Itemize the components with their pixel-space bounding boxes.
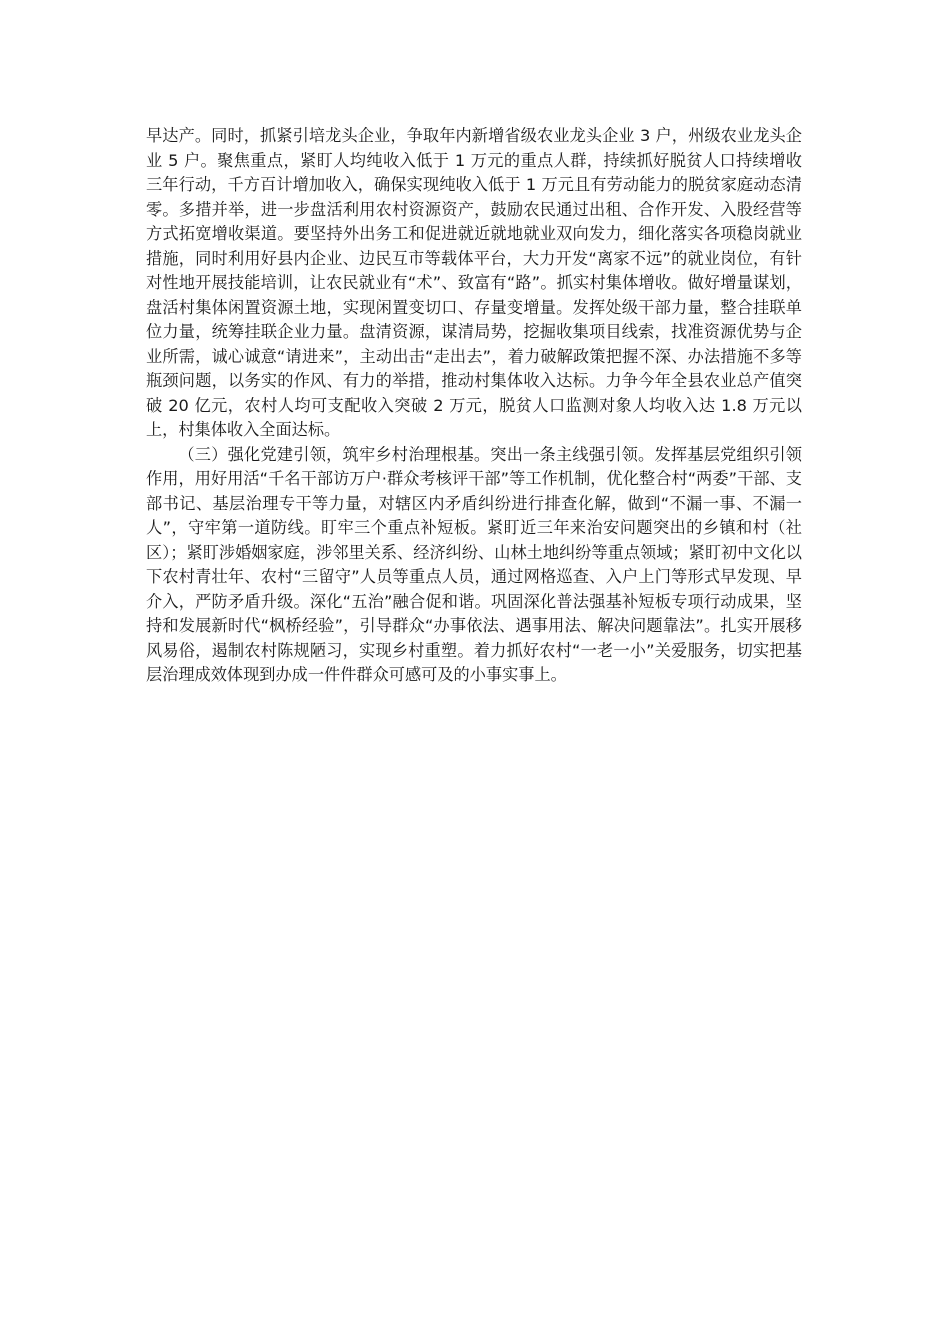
paragraph-rural-income: 早达产。同时，抓紧引培龙头企业，争取年内新增省级农业龙头企业 3 户，州级农业龙头企业 5 户。聚焦重点，紧盯人均纯收入低于 1 万元的重点人群，持续抓好脱贫人口持续增收三年行动，千方百计增加收入，确保实现纯收入低于 1 万元且有劳动能力的脱贫家庭动态清零。多措并举，进一步盘活利用农村资源资产，鼓励农民通过出租、合作开发、入股经营等方式拓宽增收渠道。要坚持外出务工和促进就近就地就业双向发力，细化落实各项稳岗就业措施，同时利用好县内企业、边民互市等载体平台，大力开发“离家不远”的就业岗位，有针对性地开展技能培训，让农民就业有“术”、致富有“路”。抓实村集体增收。做好增量谋划，盘活村集体闲置资源土地，实现闲置变切口、存量变增量。发挥处级干部力量，整合挂联单位力量，统筹挂联企业力量。盘清资源，谋清局势，挖掘收集项目线索，找准资源优势与企业所需，诚心诚意“请进来”，主动出击“走出去”，着力破解政策把握不深、办法措施不多等瓶颈问题，以务实的作风、有力的举措，推动村集体收入达标。力争今年全县农业总产值突破 20 亿元，农村人均可支配收入突破 2 万元，脱贫人口监测对象人均收入达 1.8 万元以上，村集体收入全面达标。 — [146, 126, 802, 439]
paragraph-party-governance: （三）强化党建引领，筑牢乡村治理根基。突出一条主线强引领。发挥基层党组织引领作用，用好用活“千名干部访万户·群众考核评干部”等工作机制，优化整合村“两委”干部、支部书记、基层治理专干等力量，对辖区内矛盾纠纷进行排查化解，做到“不漏一事、不漏一人”，守牢第一道防线。盯牢三个重点补短板。紧盯近三年来治安问题突出的乡镇和村（社区）；紧盯涉婚姻家庭，涉邻里关系、经济纠纷、山林土地纠纷等重点领域；紧盯初中文化以下农村青壮年、农村“三留守”人员等重点人员，通过网格巡查、入户上门等形式早发现、早介入，严防矛盾升级。深化“五治”融合促和谐。巩固深化普法强基补短板专项行动成果，坚持和发展新时代“枫桥经验”，引导群众“办事依法、遇事用法、解决问题靠法”。扎实开展移风易俗，遏制农村陈规陋习，实现乡村重塑。着力抓好农村“一老一小”关爱服务，切实把基层治理成效体现到办成一件件群众可感可及的小事实事上。 — [146, 444, 802, 684]
document-body — [146, 124, 802, 688]
